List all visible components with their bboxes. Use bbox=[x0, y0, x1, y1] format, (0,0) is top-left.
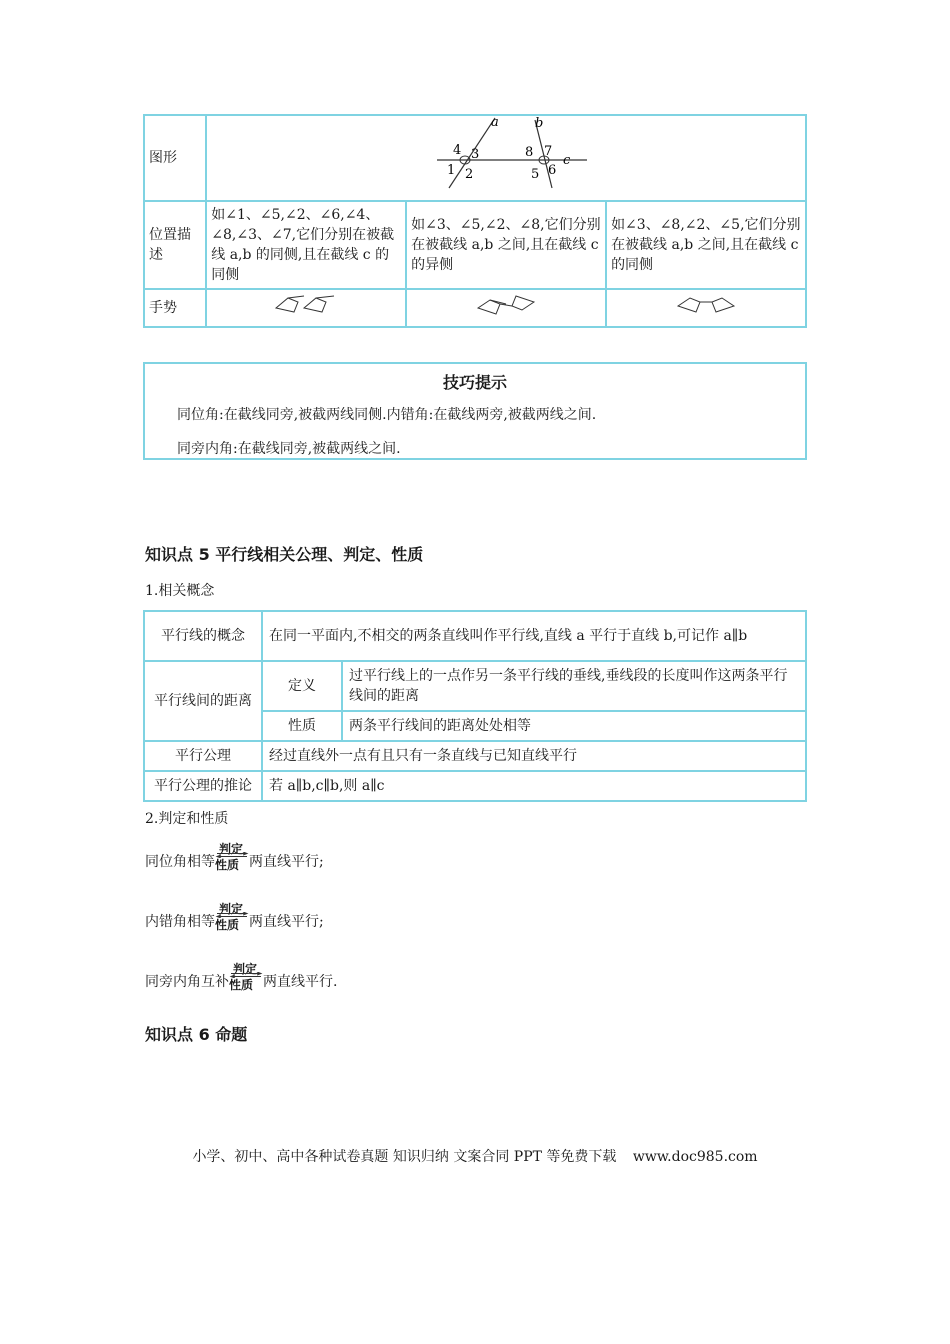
tips-line-2: 同旁内角:在截线同旁,被截两线之间. bbox=[177, 441, 401, 457]
rule-alternate bbox=[145, 900, 324, 931]
figure-row-label: 图形 bbox=[144, 115, 206, 201]
double-arrow-icon: 判定 性质 bbox=[215, 840, 249, 870]
position-row-label: 位置描述 bbox=[144, 201, 206, 289]
parallel-concepts-table bbox=[143, 610, 807, 802]
label-1: 1 bbox=[447, 163, 456, 178]
tips-box bbox=[143, 362, 807, 460]
row-parallel-concept-text: 在同一平面内,不相交的两条直线叫作平行线,直线 a 平行于直线 b,可记作 a∥b bbox=[262, 611, 806, 661]
row-corollary-label: 平行公理的推论 bbox=[144, 771, 262, 801]
tips-title: 技巧提示 bbox=[442, 373, 507, 392]
row-axiom-text: 经过直线外一点有且只有一条直线与已知直线平行 bbox=[262, 741, 806, 771]
label-7: 7 bbox=[544, 144, 553, 159]
rule-left-text: 同位角相等 bbox=[145, 854, 215, 870]
figure-cell bbox=[206, 115, 806, 201]
section5-heading: 知识点 5 平行线相关公理、判定、性质 bbox=[145, 545, 424, 564]
row-parallel-concept-label: 平行线的概念 bbox=[144, 611, 262, 661]
section5-sub2: 2.判定和性质 bbox=[145, 811, 229, 827]
gesture-alternate-image bbox=[406, 289, 606, 327]
label-8: 8 bbox=[525, 145, 534, 160]
label-a: a bbox=[491, 116, 500, 130]
row-distance-definition-text: 过平行线上的一点作另一条平行线的垂线,垂线段的长度叫作这两条平行线间的距离 bbox=[342, 661, 806, 711]
position-desc-interior: 如∠3、∠8,∠2、∠5,它们分别在被截线 a,b 之间,且在截线 c 的同侧 bbox=[606, 201, 806, 289]
section6-heading: 知识点 6 命题 bbox=[145, 1025, 248, 1044]
double-arrow-icon: 判定 性质 bbox=[229, 960, 263, 990]
double-arrow-icon: 判定 性质 bbox=[215, 900, 249, 930]
row-distance-property-text: 两条平行线间的距离处处相等 bbox=[342, 711, 806, 741]
gesture-interior-image bbox=[606, 289, 806, 327]
footer-site-link[interactable]: www.doc985.com bbox=[632, 1149, 758, 1165]
rule-right-text: 两直线平行; bbox=[249, 914, 324, 930]
row-distance-definition-label: 定义 bbox=[262, 661, 342, 711]
section5-sub1: 1.相关概念 bbox=[145, 583, 215, 599]
row-axiom-label: 平行公理 bbox=[144, 741, 262, 771]
row-distance-property-label: 性质 bbox=[262, 711, 342, 741]
label-b: b bbox=[535, 116, 544, 131]
footer bbox=[0, 1146, 950, 1166]
label-4: 4 bbox=[453, 143, 462, 158]
row-distance-label: 平行线间的距离 bbox=[144, 661, 262, 741]
tips-line-1: 同位角:在截线同旁,被截两线同侧.内错角:在截线两旁,被截两线之间. bbox=[177, 407, 597, 423]
label-6: 6 bbox=[548, 163, 557, 178]
rule-corresponding bbox=[145, 840, 324, 871]
gesture-corresponding-image bbox=[206, 289, 406, 327]
hand-gesture-icon bbox=[674, 292, 738, 318]
rule-left-text: 同旁内角互补 bbox=[145, 974, 229, 990]
position-desc-alternate: 如∠3、∠5,∠2、∠8,它们分别在被截线 a,b 之间,且在截线 c 的异侧 bbox=[406, 201, 606, 289]
label-5: 5 bbox=[531, 167, 540, 182]
transversal-diagram bbox=[207, 116, 803, 194]
angle-types-table bbox=[143, 114, 807, 328]
hand-gesture-icon bbox=[474, 292, 538, 318]
position-desc-corresponding: 如∠1、∠5,∠2、∠6,∠4、∠8,∠3、∠7,它们分别在被截线 a,b 的同侧,且在截线 c 的同侧 bbox=[206, 201, 406, 289]
label-3: 3 bbox=[471, 147, 480, 162]
rule-right-text: 两直线平行; bbox=[249, 854, 324, 870]
rule-left-text: 内错角相等 bbox=[145, 914, 215, 930]
gesture-row-label: 手势 bbox=[144, 289, 206, 327]
row-corollary-text: 若 a∥b,c∥b,则 a∥c bbox=[262, 771, 806, 801]
label-c: c bbox=[563, 153, 571, 168]
rule-right-text: 两直线平行. bbox=[263, 974, 338, 990]
rule-interior bbox=[145, 960, 337, 991]
footer-text: 小学、初中、高中各种试卷真题 知识归纳 文案合同 PPT 等免费下载 bbox=[192, 1149, 617, 1165]
hand-gesture-icon bbox=[274, 292, 338, 318]
label-2: 2 bbox=[465, 167, 474, 182]
